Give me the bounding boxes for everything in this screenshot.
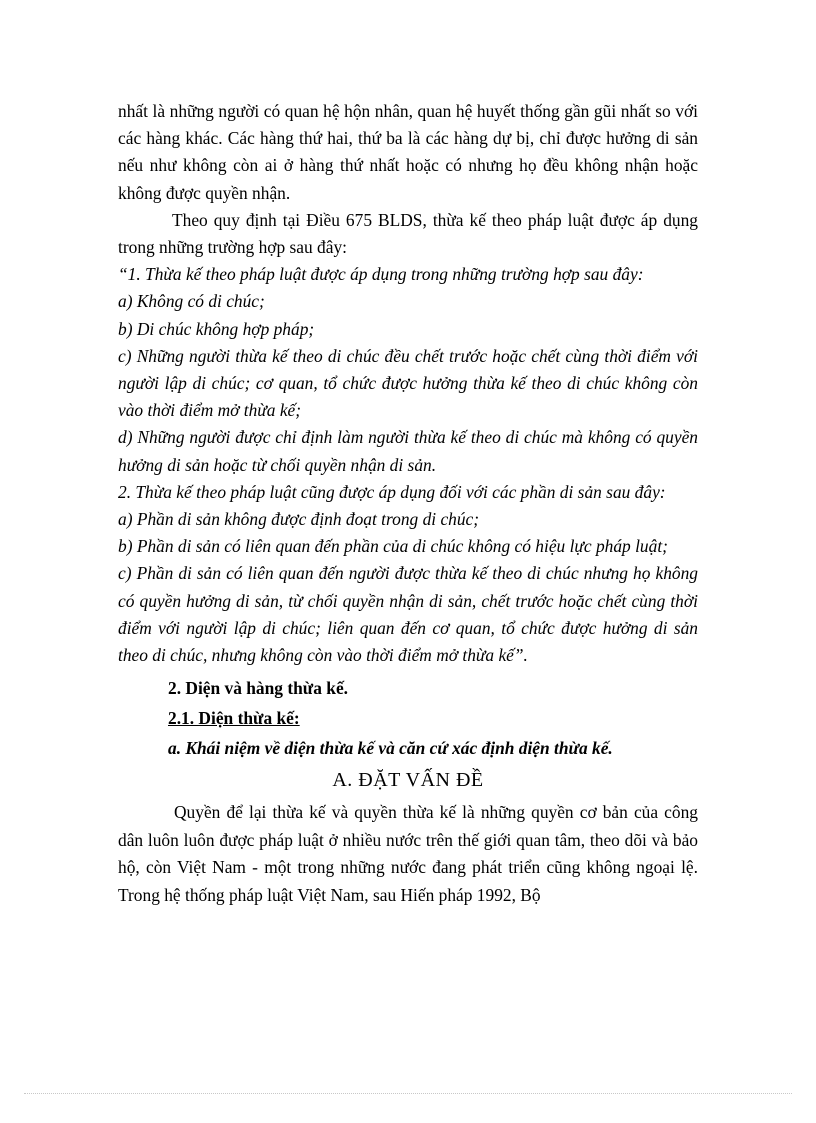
section-title: A. ĐẶT VẤN ĐỀ	[332, 769, 484, 792]
quote-clause-1c: c) Những người thừa kế theo di chúc đều chết trước hoặc chết cùng thời điểm với người lập di chúc; cơ quan, tổ chức được hưởng thừa kế theo di chúc không còn vào thời điểm mở thừa kế;	[118, 345, 698, 421]
quote-clause-1: “1. Thừa kế theo pháp luật được áp dụng trong những trường hợp sau đây:	[118, 264, 644, 285]
quote-clause-2c: c) Phần di sản có liên quan đến người được thừa kế theo di chúc nhưng họ không có quyền hưởng di sản, từ chối quyền nhận di sản, chết trước hoặc chết cùng thời điểm với người lập di chúc; liên quan đến cơ quan, tổ chức được hưởng di sản theo di chúc, nhưng không còn vào thời điểm mở thừa kế”.	[118, 563, 698, 666]
quote-clause-1b: b) Di chúc không hợp pháp;	[118, 318, 315, 339]
heading-2-1-wrapper	[118, 703, 698, 733]
section-paragraph: Quyền để lại thừa kế và quyền thừa kế là những quyền cơ bản của công dân luôn luôn được pháp luật ở nhiều nước trên thế giới quan tâm, theo dõi và bảo hộ, còn Việt Nam - một trong những nước đang phát triển cũng không ngoại lệ. Trong hệ thống pháp luật Việt Nam, sau Hiến pháp 1992, Bộ	[118, 802, 698, 906]
heading-section-2: 2. Diện và hàng thừa kế.	[168, 678, 349, 699]
heading-section-2-1: 2.1. Diện thừa kế:	[168, 708, 300, 729]
quote-clause-2: 2. Thừa kế theo pháp luật cũng được áp dụng đối với các phần di sản sau đây:	[118, 481, 666, 502]
quote-clause-2a: a) Phần di sản không được định đoạt trong di chúc;	[118, 509, 480, 530]
heading-concept: a. Khái niệm về diện thừa kế và căn cứ xác định diện thừa kế.	[168, 738, 613, 759]
document-body	[118, 98, 698, 910]
quote-clause-2b: b) Phần di sản có liên quan đến phần của di chúc không có hiệu lực pháp luật;	[118, 536, 668, 557]
intro-paragraph: nhất là những người có quan hệ hộn nhân, quan hệ huyết thống gần gũi nhất so với các hàng khác. Các hàng thứ hai, thứ ba là các hàng dự bị, chỉ được hưởng di sản nếu như không còn ai ở hàng thứ nhất hoặc có nhưng họ đều không nhận hoặc không được quyền nhận.	[118, 101, 698, 203]
quote-clause-1d: d) Những người được chỉ định làm người thừa kế theo di chúc mà không có quyền hưởng di sản hoặc từ chối quyền nhận di sản.	[118, 427, 698, 475]
page-bottom-divider	[24, 1093, 792, 1094]
rule-paragraph: Theo quy định tại Điều 675 BLDS, thừa kế theo pháp luật được áp dụng trong những trường hợp sau đây:	[118, 209, 698, 258]
quote-clause-1a: a) Không có di chúc;	[118, 291, 265, 312]
